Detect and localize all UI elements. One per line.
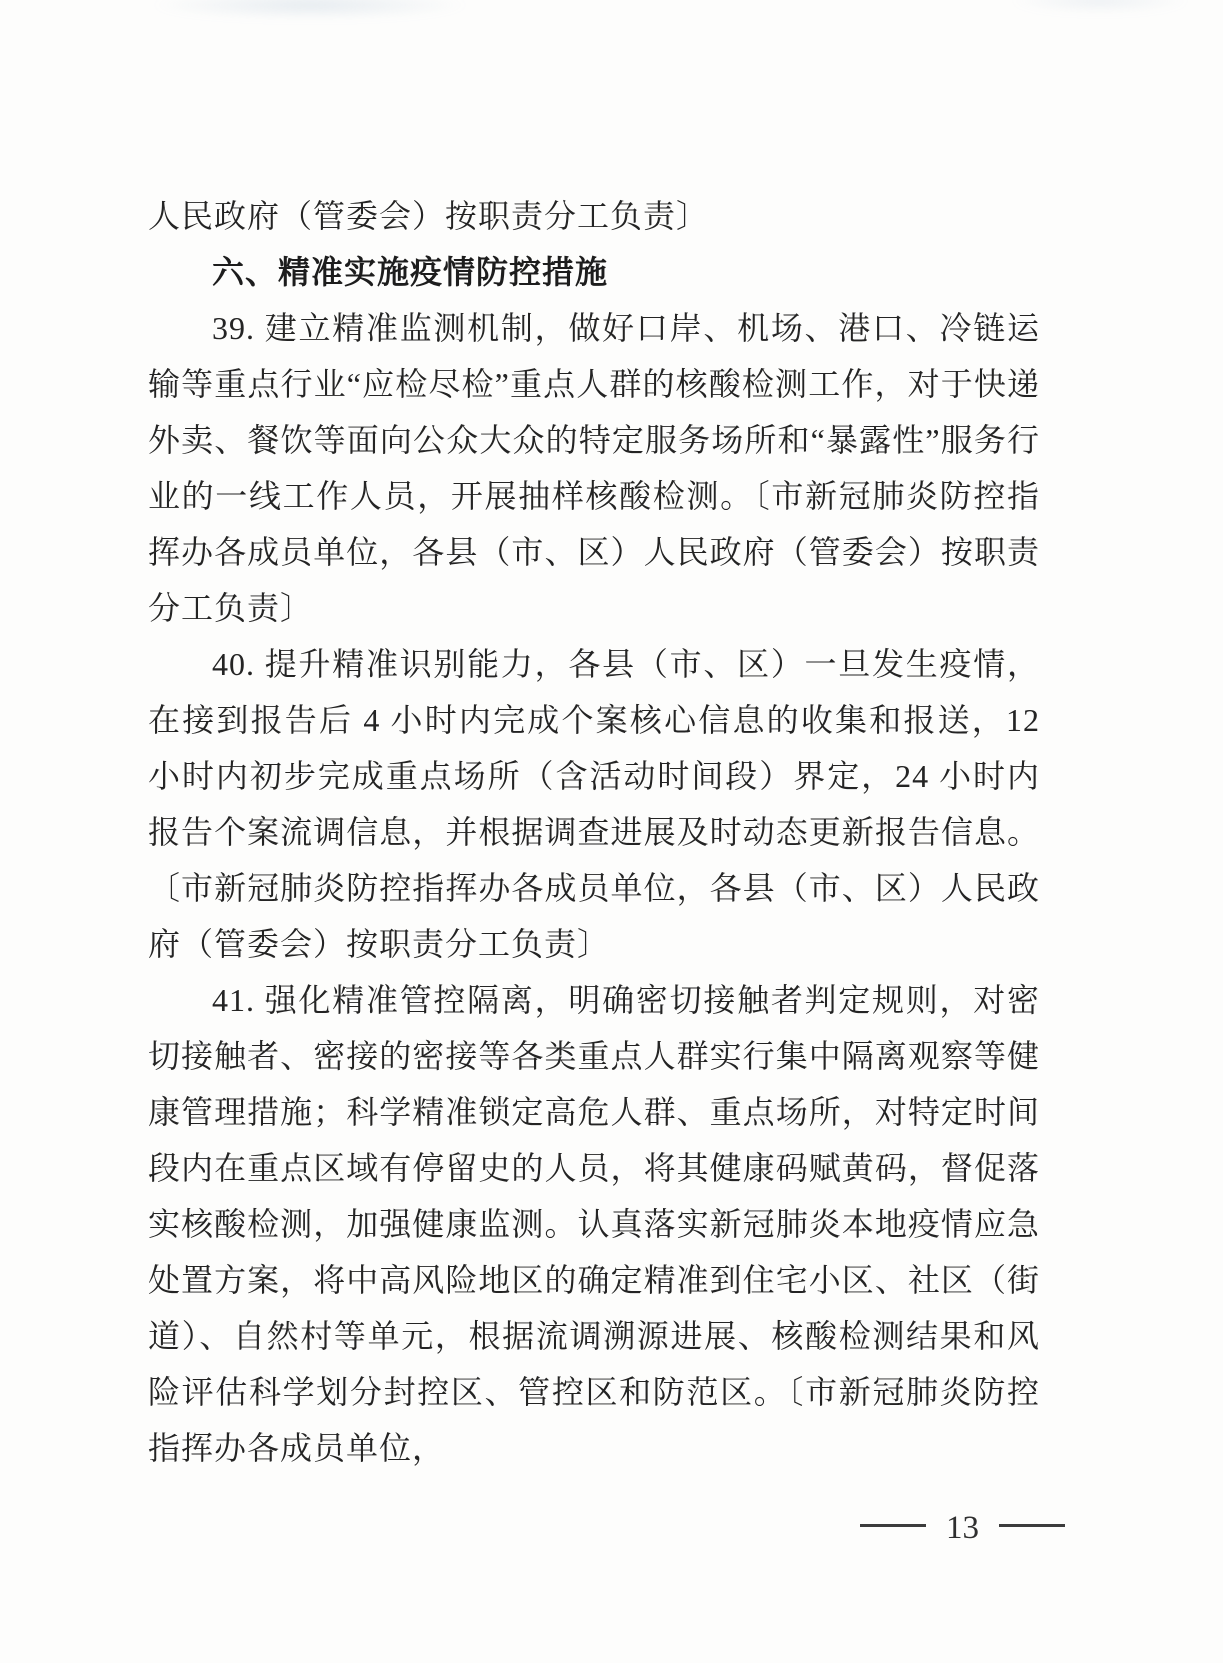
page-number: 13 <box>946 1510 979 1547</box>
scan-artifact <box>150 0 470 20</box>
footer-dash-left-icon <box>860 1524 926 1527</box>
document-body <box>148 188 1040 1476</box>
footer-dash-right-icon <box>999 1524 1065 1527</box>
paragraph: 人民政府（管委会）按职责分工负责〕 <box>148 198 710 234</box>
scan-artifact <box>1010 0 1190 14</box>
paragraph: 39. 建立精准监测机制，做好口岸、机场、港口、冷链运输等重点行业“应检尽检”重点人群的核酸检测工作，对于快递外卖、餐饮等面向公众大众的特定服务场所和“暴露性”服务行业的一线工作人员，开展抽样核酸检测。〔市新冠肺炎防控指挥办各成员单位，各县（市、区）人民政府（管委会）按职责分工负责〕 <box>148 310 1040 626</box>
paragraph: 40. 提升精准识别能力，各县（市、区）一旦发生疫情，在接到报告后 4 小时内完成个案核心信息的收集和报送，12 小时内初步完成重点场所（含活动时间段）界定，24 小时内报告个案流调信息，并根据调查进展及时动态更新报告信息。〔市新冠肺炎防控指挥办各成员单位，各县（市、区）人民政府（管委会）按职责分工负责〕 <box>148 646 1040 962</box>
page-footer <box>840 1506 1085 1548</box>
paragraph: 41. 强化精准管控隔离，明确密切接触者判定规则，对密切接触者、密接的密接等各类重点人群实行集中隔离观察等健康管理措施；科学精准锁定高危人群、重点场所，对特定时间段内在重点区域有停留史的人员，将其健康码赋黄码，督促落实核酸检测，加强健康监测。认真落实新冠肺炎本地疫情应急处置方案，将中高风险地区的确定精准到住宅小区、社区（街道）、自然村等单元，根据流调溯源进展、核酸检测结果和风险评估科学划分封控区、管控区和防范区。〔市新冠肺炎防控指挥办各成员单位， <box>148 982 1040 1466</box>
section-heading: 六、精准实施疫情防控措施 <box>212 254 609 290</box>
